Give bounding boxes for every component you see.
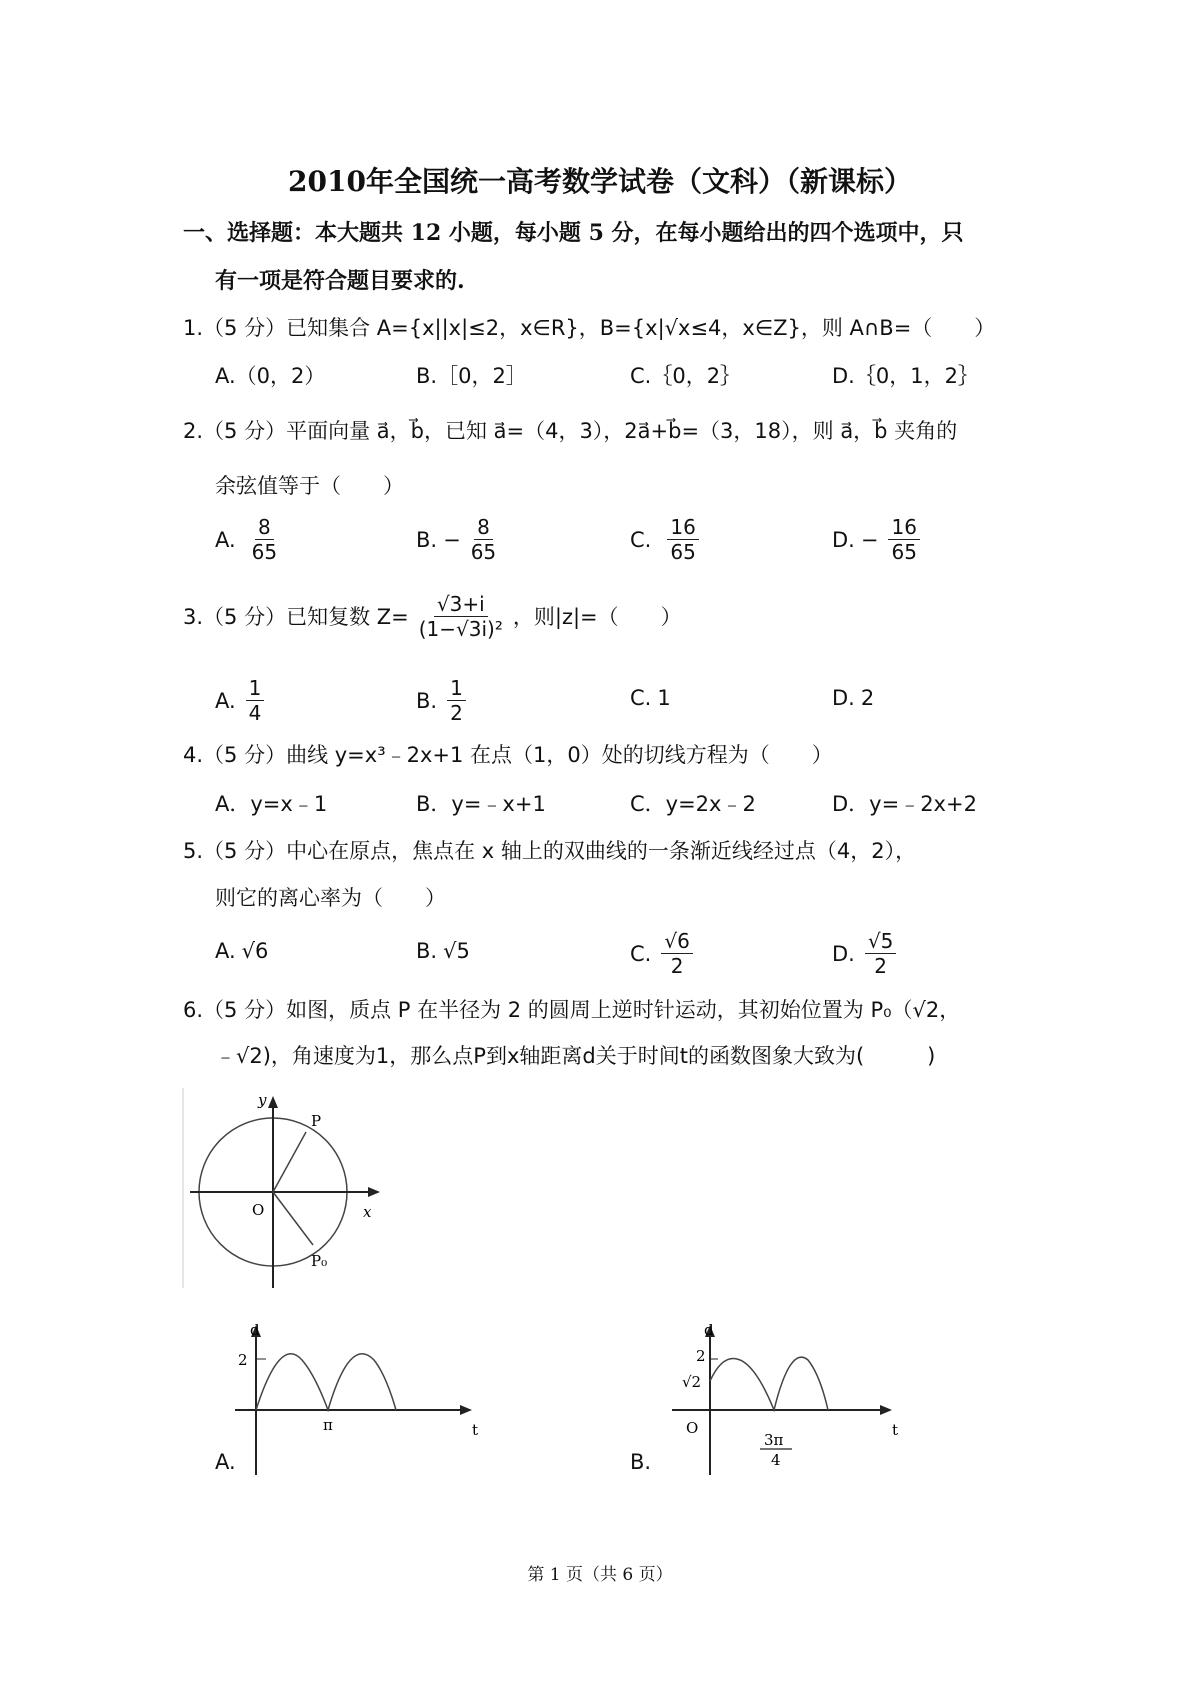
- numerator: 8: [474, 515, 493, 540]
- x-tick-label: π: [323, 1416, 333, 1434]
- q5-option-b: [416, 937, 470, 965]
- q3-option-d: [832, 684, 874, 712]
- numerator: 16: [667, 515, 698, 540]
- d-label: d: [704, 1321, 714, 1339]
- option-label: D.: [832, 527, 855, 552]
- q4-option-c: C．y=2x﹣2: [630, 792, 756, 816]
- option-value: 2: [860, 686, 875, 710]
- option-label: D.: [832, 686, 855, 710]
- option-label: A.: [215, 939, 236, 963]
- q6-stem: 6.（5 分）如图，质点 P 在半径为 2 的圆周上逆时针运动，其初始位置为 P₀（√2，: [183, 998, 961, 1022]
- numerator: 16: [888, 515, 919, 540]
- q1-option-a: A.（0，2）: [215, 364, 326, 388]
- q2-option-b: [416, 515, 500, 564]
- numerator: 1: [447, 676, 466, 701]
- option-value: √5: [443, 939, 470, 963]
- fraction: [252, 515, 277, 564]
- denominator: 2: [670, 954, 684, 978]
- circle-figure: [180, 1088, 390, 1293]
- denominator: 65: [670, 540, 696, 564]
- option-label: A.: [215, 527, 236, 552]
- fraction: [419, 592, 503, 641]
- y-label: y: [258, 1091, 267, 1109]
- q1-stem: 1.（5 分）已知集合 A={x||x|≤2，x∈R}，B={x|√x≤4，x∈Z}，则 A∩B=（ ）: [183, 316, 996, 340]
- x-label: x: [363, 1203, 372, 1221]
- fraction: [888, 515, 919, 564]
- q2-stem-cont: 余弦值等于（ ）: [215, 474, 404, 498]
- q3-option-c: [630, 684, 671, 712]
- denominator: 2: [450, 701, 463, 725]
- origin-label: O: [252, 1201, 265, 1219]
- fraction: [447, 676, 466, 725]
- graph-b-label: B.: [630, 1450, 652, 1474]
- fraction: [246, 676, 265, 725]
- section-heading: 一、选择题：本大题共 12 小题，每小题 5 分，在每小题给出的四个选项中，只: [183, 220, 964, 246]
- q3-stem-pre: 3.（5 分）已知复数 Z=: [183, 604, 409, 629]
- q1-option-b: B.［0，2］: [416, 364, 527, 388]
- numerator: 8: [255, 515, 274, 540]
- curve: [256, 1354, 396, 1410]
- q2-option-d: [832, 515, 924, 564]
- y-arrow-icon: [268, 1096, 278, 1108]
- y-tick2-label: √2: [682, 1373, 702, 1391]
- q5-option-c: [630, 929, 697, 978]
- option-label: D.: [832, 941, 855, 966]
- sign: −: [443, 527, 461, 552]
- t-label: t: [892, 1421, 899, 1439]
- numerator: √5: [865, 929, 896, 954]
- q5-stem-cont: 则它的离心率为（ ）: [215, 886, 446, 910]
- q5-stem: 5.（5 分）中心在原点，焦点在 x 轴上的双曲线的一条渐近线经过点（4，2），: [183, 839, 917, 863]
- q4-stem: 4.（5 分）曲线 y=x³﹣2x+1 在点（1，0）处的切线方程为（ ）: [183, 743, 833, 767]
- option-value: 1: [657, 686, 671, 710]
- d-label: d: [250, 1321, 260, 1339]
- q2-option-c: [630, 515, 703, 564]
- t-label: t: [472, 1421, 479, 1439]
- denominator: 65: [891, 540, 917, 564]
- numerator: √6: [661, 929, 692, 954]
- q3-option-a: [215, 676, 268, 725]
- p-label: P: [311, 1112, 322, 1130]
- y-tick-label: 2: [696, 1347, 706, 1365]
- denominator: 65: [251, 540, 278, 564]
- q4-option-b: B．y=﹣x+1: [416, 792, 546, 816]
- q4-option-d: D．y=﹣2x+2: [832, 792, 977, 816]
- option-label: C.: [630, 941, 652, 966]
- origin-label: O: [686, 1419, 699, 1437]
- t-arrow-icon: [460, 1405, 472, 1415]
- q1-option-d: D.｛0，1，2｝: [832, 364, 979, 388]
- denominator: 65: [470, 540, 497, 564]
- q4-option-a: A．y=x﹣1: [215, 792, 328, 816]
- option-label: B.: [416, 527, 438, 552]
- q1-option-c: C.｛0，2｝: [630, 364, 742, 388]
- p0-label: P₀: [311, 1252, 328, 1270]
- q3-stem-post: ，则|z|=（ ）: [512, 604, 682, 629]
- denominator: 4: [248, 701, 262, 725]
- radius-p0: [273, 1192, 313, 1245]
- numerator: 1: [246, 676, 265, 701]
- q6-stem-cont: ﹣√2)，角速度为1，那么点P到x轴距离d关于时间t的函数图象大致为( ): [215, 1044, 936, 1068]
- section-heading-cont: 有一项是符合题目要求的.: [215, 268, 465, 294]
- denominator: 2: [874, 954, 887, 978]
- page-title: 2010年全国统一高考数学试卷（文科）（新课标）: [288, 165, 912, 198]
- option-label: B.: [416, 688, 438, 713]
- q5-option-d: [832, 929, 900, 978]
- numerator: √3+i: [434, 592, 488, 617]
- q2-option-a: [215, 515, 281, 564]
- y-tick-label: 2: [238, 1351, 248, 1369]
- radius-p: [273, 1132, 306, 1192]
- x-arrow-icon: [368, 1187, 380, 1197]
- x-tick-denominator: 4: [771, 1451, 781, 1469]
- fraction: [667, 515, 698, 564]
- x-tick-numerator: 3π: [764, 1431, 784, 1449]
- option-label: C.: [630, 527, 652, 552]
- q3-option-b: [416, 676, 470, 725]
- curve: [710, 1357, 828, 1410]
- denominator: (1−√3i)²: [418, 617, 503, 641]
- fraction: [865, 929, 896, 978]
- graph-b: [660, 1315, 960, 1485]
- fraction: [661, 929, 692, 978]
- q3-stem: [183, 592, 682, 641]
- q5-option-a: [215, 937, 268, 965]
- graph-a-label: A.: [215, 1450, 236, 1474]
- q2-stem: 2.（5 分）平面向量 a⃗，b⃗，已知 a⃗=（4，3），2a⃗+b⃗=（3，18），则 a⃗，b⃗ 夹角的: [183, 419, 958, 443]
- option-label: B.: [416, 939, 438, 963]
- option-label: C.: [630, 686, 652, 710]
- t-arrow-icon: [880, 1405, 892, 1415]
- sign: −: [860, 527, 879, 552]
- fraction: [471, 515, 496, 564]
- page-footer: 第 1 页（共 6 页）: [527, 1565, 673, 1585]
- graph-a: [200, 1315, 500, 1485]
- option-value: √6: [241, 939, 269, 963]
- option-label: A.: [215, 688, 236, 713]
